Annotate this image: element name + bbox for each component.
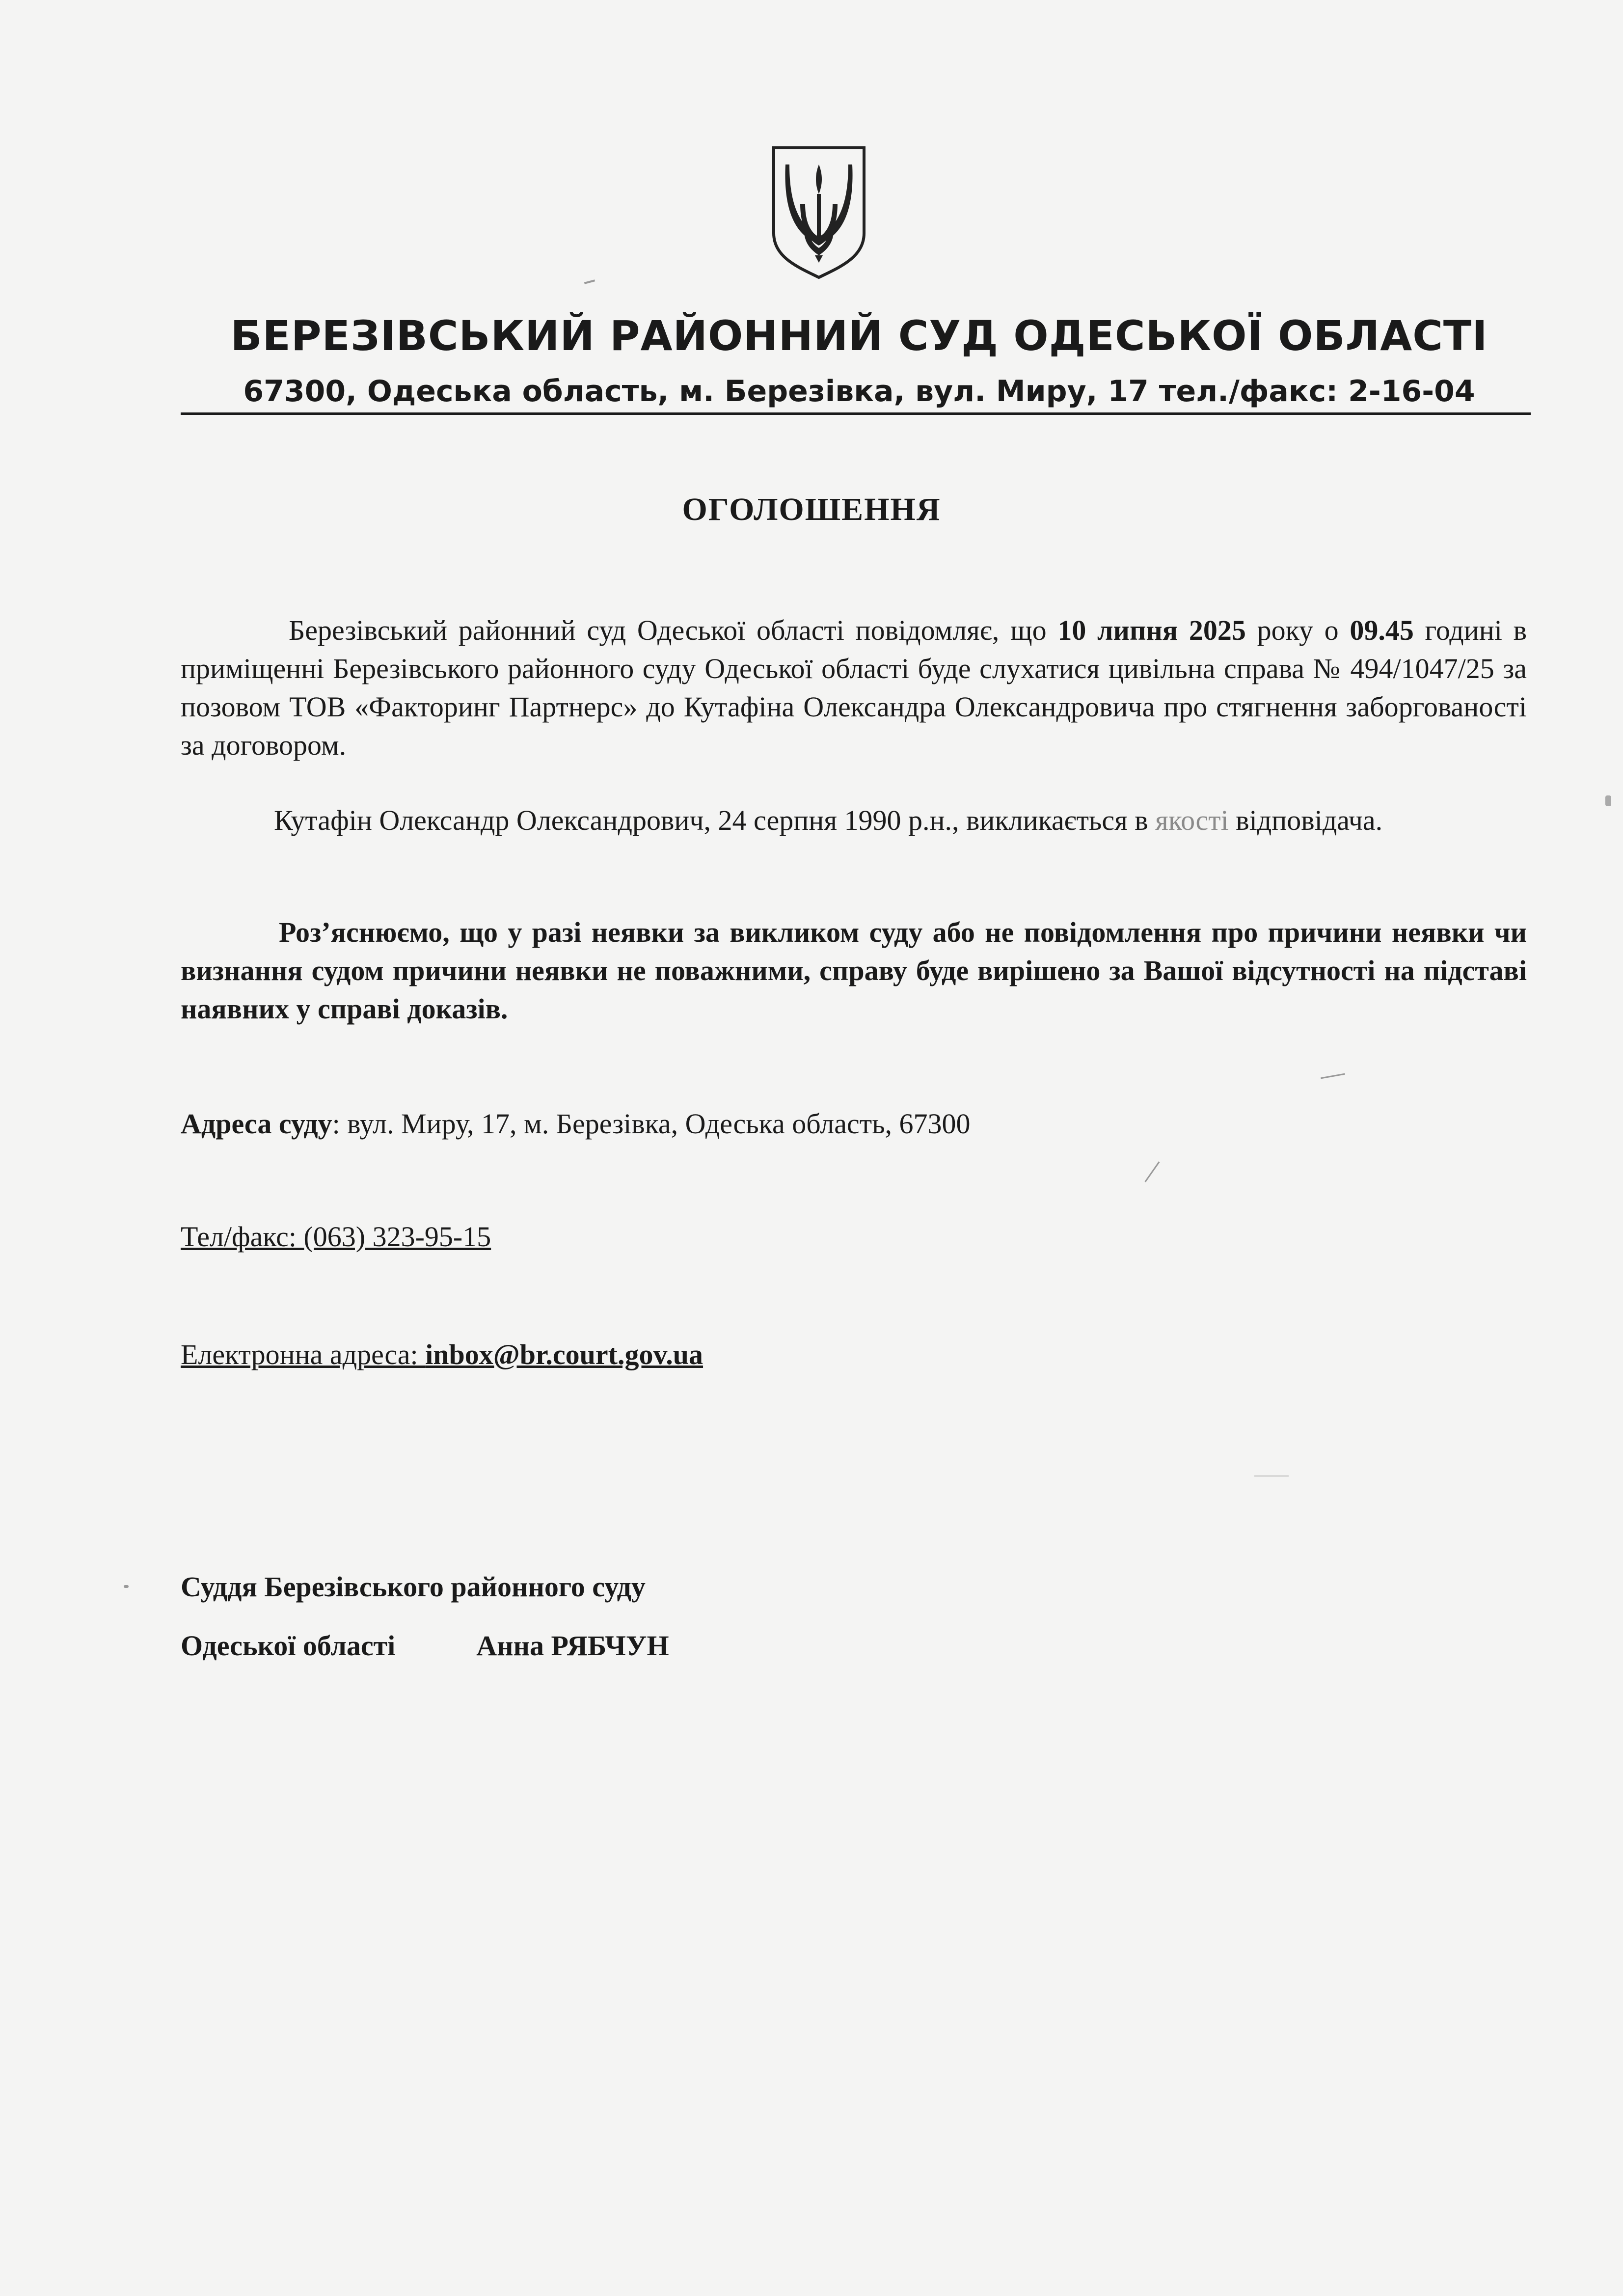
address-label: Адреса суду (181, 1108, 332, 1140)
scan-speck (1321, 1073, 1345, 1079)
email-info (181, 1338, 703, 1371)
scan-speck (124, 1585, 129, 1588)
coat-of-arms-trident-icon (770, 145, 868, 280)
judge-region: Одеської області (181, 1630, 396, 1662)
header-divider (181, 412, 1531, 415)
paragraph-text: року о (1245, 614, 1350, 646)
document-title: ОГОЛОШЕННЯ (682, 492, 941, 527)
paragraph-text: годині в приміщенні Березівського районного суду Одеської області буде слухатися цивільна справа № 494/1047/25 за позовом ТОВ «Факторинг Партнерс» до Кутафіна Олександра Олександровича про стягнення заборгованості за договором. (181, 614, 1527, 761)
faded-text: якості (1155, 804, 1229, 836)
paragraph-text: відповідача. (1228, 804, 1383, 836)
scan-speck (1144, 1161, 1160, 1182)
hearing-date: 10 липня 2025 (1057, 614, 1246, 646)
paragraph-text: Березівський районний суд Одеської області повідомляє, що (289, 614, 1058, 646)
judge-title-line: Суддя Березівського районного суду (181, 1571, 646, 1603)
phone-fax-info: Тел/факс: (063) 323-95-15 (181, 1221, 491, 1253)
paragraph-text: Кутафін Олександр Олександрович, 24 серпня 1990 р.н., викликається в (274, 804, 1156, 836)
announcement-paragraph (181, 611, 1527, 765)
summons-paragraph (181, 801, 1527, 840)
address-value: : вул. Миру, 17, м. Березівка, Одеська область, 67300 (332, 1108, 971, 1140)
judge-name: Анна РЯБЧУН (476, 1630, 669, 1662)
court-name-heading: БЕРЕЗІВСЬКИЙ РАЙОННИЙ СУД ОДЕСЬКОЇ ОБЛАСТІ (230, 312, 1488, 360)
scan-speck (584, 279, 595, 284)
court-address-info (181, 1107, 971, 1140)
judge-region-line (181, 1629, 669, 1662)
email-label: Електронна адреса: (181, 1339, 426, 1370)
hearing-time: 09.45 (1350, 614, 1414, 646)
court-address-line: 67300, Одеська область, м. Березівка, вул. Миру, 17 тел./факс: 2-16-04 (243, 374, 1475, 409)
clarification-paragraph: Роз’яснюємо, що у разі неявки за викликом суду або не повідомлення про причини неявки чи визнання судом причини неявки не поважними, справу буде вирішено за Вашої відсутності на підставі наявних у справі доказів. (181, 916, 1527, 1025)
scan-speck (1605, 795, 1611, 806)
email-link[interactable]: inbox@br.court.gov.ua (425, 1339, 703, 1370)
